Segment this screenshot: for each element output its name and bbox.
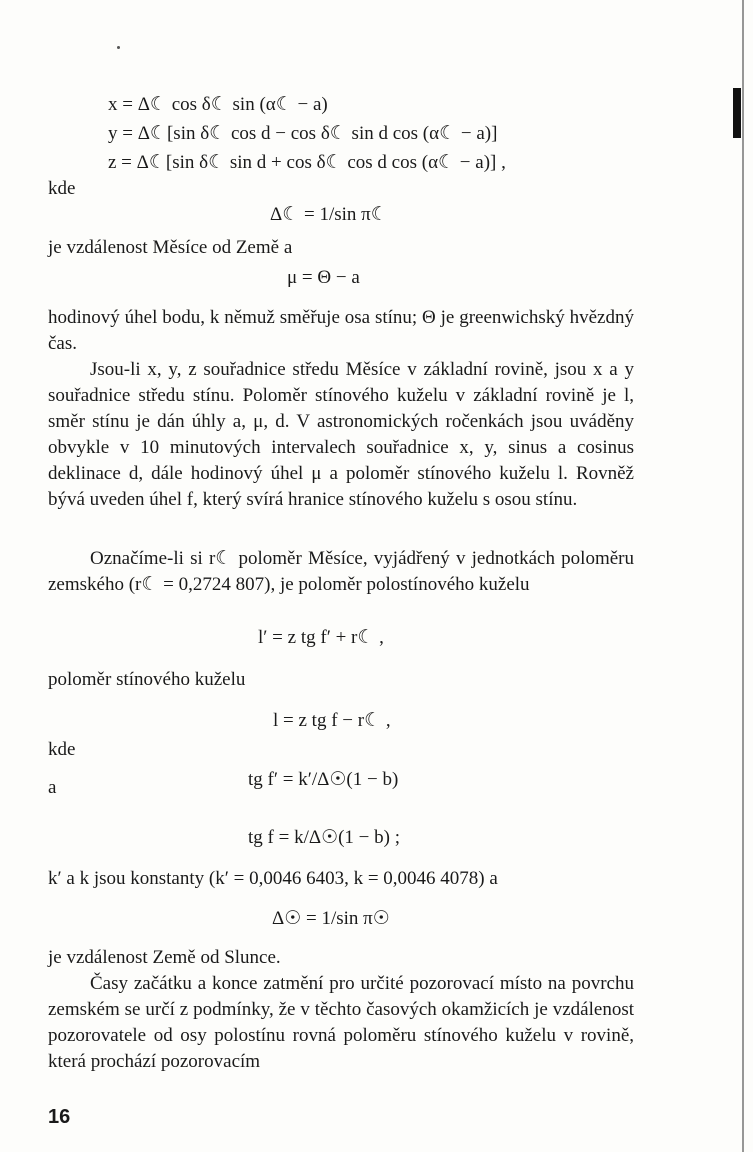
margin-thumb-mark xyxy=(733,88,741,138)
equation-moon-distance: Δ☾ = 1/sin π☾ xyxy=(270,204,388,225)
equation-y: y = Δ☾[sin δ☾ cos d − cos δ☾ sin d cos (α☾ − a)] xyxy=(108,123,498,144)
paragraph-moon-radius: Označíme-li si r☾ poloměr Měsíce, vyjádřený v jednotkách poloměru zemského (r☾ = 0,2724 807), je poloměr polostínového kuželu xyxy=(48,548,634,595)
word-kde-2: kde xyxy=(48,739,76,760)
equation-tg-f-prime: tg f′ = k′/Δ☉(1 − b) xyxy=(248,769,399,790)
equation-sun-distance: Δ☉ = 1/sin π☉ xyxy=(272,908,390,929)
equation-z: z = Δ☾[sin δ☾ sin d + cos δ☾ cos d cos (α☾ − a)] , xyxy=(108,152,506,173)
page-number: 16 xyxy=(48,1106,71,1128)
equation-hour-angle: μ = Θ − a xyxy=(287,267,360,288)
text-shadow-radius: poloměr stínového kuželu xyxy=(48,669,246,690)
print-speck xyxy=(117,46,120,49)
text-sun-distance: je vzdálenost Země od Slunce. xyxy=(48,947,281,968)
equation-tg-f: tg f = k/Δ☉(1 − b) ; xyxy=(248,827,400,848)
paragraph-coordinates: Jsou-li x, y, z souřadnice středu Měsíce v základní rovině, jsou x a y souřadnice středu stínu. Poloměr stínového kuželu v základní rovině je l, směr stínu je dán úhly a, μ, d. V astronomických ročenkách jsou uváděny obvykle v 10 minutových intervalech souřadnice x, y, sinus a cosinus deklinace d, dále hodinový úhel μ a poloměr stínového kuželu l. Rovněž bývá uveden úhel f, který svírá hranice stínového kuželu s osou stínu. xyxy=(48,359,634,510)
equation-penumbra-radius: l′ = z tg f′ + r☾ , xyxy=(258,627,384,648)
equation-umbra-radius: l = z tg f − r☾ , xyxy=(273,710,391,731)
text-moon-distance: je vzdálenost Měsíce od Země a xyxy=(48,237,293,258)
text-constants: k′ a k jsou konstanty (k′ = 0,0046 6403, k = 0,0046 4078) a xyxy=(48,868,498,889)
page-edge-line xyxy=(742,0,744,1152)
paragraph-eclipse-times: Časy začátku a konce zatmění pro určité pozorovací místo na povrchu zemském se určí z podmínky, že v těchto časových okamžicích je vzdálenost pozorovatele od osy polostínu rovná poloměru stínového kuželu v rovině, která prochází pozorovacím xyxy=(48,973,634,1072)
word-a: a xyxy=(48,777,57,798)
equation-x: x = Δ☾ cos δ☾ sin (α☾ − a) xyxy=(108,94,328,115)
word-kde-1: kde xyxy=(48,178,76,199)
paragraph-hour-angle: hodinový úhel bodu, k němuž směřuje osa stínu; Θ je greenwichský hvězdný čas. xyxy=(48,307,634,354)
